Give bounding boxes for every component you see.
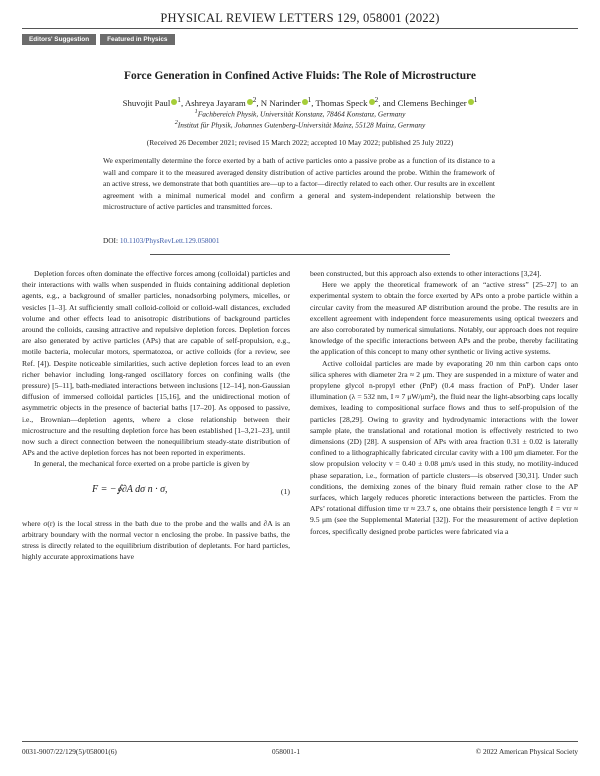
author-name: Shuvojit Paul — [122, 97, 171, 108]
paragraph: where σ(r) is the local stress in the bath due to the probe and the walls and ∂A is an arbitrary boundary with the normal vector n enclosing the probe. In passive baths, the stress is directly related to the equilibrium distribution of depletants. For hard particles, highly accurate approximations have — [22, 518, 290, 562]
equation-number: (1) — [280, 486, 290, 496]
doi-line: DOI: 10.1103/PhysRevLett.129.058001 — [103, 236, 220, 245]
author-name: Ashreya Jayaram — [184, 97, 246, 108]
publication-dates: (Received 26 December 2021; revised 15 March 2022; accepted 10 May 2022; published 25 July 2022) — [146, 138, 454, 147]
abstract: We experimentally determine the force exerted by a bath of active particles onto a passive probe as a function of its distance to a wall and compare it to the measured averaged density distribution of active particles around the probe. Within the framework of an active stress, we demonstrate that both quantities are—up to a factor—directly related to each other. Our results are in excellent agreement with a minimal numerical model and confirm a general and system-independent relationship between the microstructure of active particles and transmitted forces. — [103, 156, 495, 212]
affiliation-1: $^1$Fachbereich Physik, Universität Konstanz, 78464 Konstanz, Germany — [194, 109, 406, 119]
badge-row — [22, 34, 175, 45]
author-name: Clemens Bechinger — [397, 97, 467, 108]
paragraph: Here we apply the theoretical framework of an “active stress” [25–27] to an experimental system to obtain the force exerted by APs onto a probe particle within a circular cavity from the measured AP distribution around the probe. The results are in excellent agreement with independent force measurements using optical tweezers and are also corroborated by numerical simulations. Notably, our approach does not require knowledge of the specific interactions between APs and the probe, thereby facilitating the application of this concept to many other synthetic or living active systems. — [310, 280, 578, 357]
paragraph: Active colloidal particles are made by evaporating 20 nm thin carbon caps onto silica spheres with diameter 2ra ≈ 2 μm. They are suspended in a mixture of water and propylene glycol n-propyl ether (PnP) (0.4 mass fraction of PnP). Under laser illumination (λ = 532 nm, I ≈ 7 μW/μm²), the fluid near the light-absorbing caps locally demixes, leading to compositional surface flows and thus to self-propulsion of the particles [28,29]. Owing to gravity and hydrodynamic interactions with the lower sample plate, the translational and rotational motion is effectively restricted to two dimensions (2D) [28]. A suspension of APs with area fraction 0.31 ± 0.02 is laterally confined to a lithographically fabricated circular cavity with a 100 μm diameter. For the slow propulsion velocity v = 0.40 ± 0.08 μm/s used in this study, no motility-induced phase separation, i.e., formation of particle clusters—is observed [30,31]. Under such conditions, the demixing zones of the binary fluid remain rather close to the AP surfaces, which largely reduces phoretic interactions between the particles. From the APs’ rotational diffusion time τr ≈ 23.7 s, one obtains their persistence length ℓ = vτr ≈ 9.5 μm (see the Supplemental Material [32]). For the measurement of active depletion forces, specifically designed probe particles were fabricated via a — [310, 358, 578, 536]
featured-in-physics-badge[interactable]: Featured in Physics — [100, 34, 174, 45]
journal-header: PHYSICAL REVIEW LETTERS 129, 058001 (2022) — [160, 11, 440, 25]
editors-suggestion-badge[interactable]: Editors' Suggestion — [22, 34, 96, 45]
author-list: Shuvojit Paul $^1$, Ashreya Jayaram $^2$, N Narinder $^1$, Thomas Speck $^2$, and Clemens Bechinger $^1$ — [122, 95, 478, 108]
doi-link[interactable]: 10.1103/PhysRevLett.129.058001 — [119, 236, 220, 245]
author-name: Thomas Speck — [315, 97, 368, 108]
footer-rule — [22, 741, 578, 742]
footer-issn: 0031-9007/22/129(5)/058001(6) — [22, 747, 117, 756]
equation-1 — [22, 474, 290, 514]
author-name: N Narinder — [260, 97, 301, 108]
paragraph: Depletion forces often dominate the effective forces among (colloidal) particles and their interactions with walls when suspended in fluids containing additional depletion agents, e.g., a background of smaller particles, nonadsorbing polymers, micelles, or vesicles [1–3]. At sufficiently small colloid-colloid or colloid-wall distances, excluded volume and other effects lead to anisotropic distributions of background particles around the colloids, causing attractive and repulsive depletion forces. Depletion forces are also generated by active particles (APs) that are capable of self-propulsion, e.g., motile bacteria, molecular motors, spermatozoa, or active colloids (for a review, see Ref. [4]). Despite noticeable similarities, such active depletion forces lead to an even richer behavior including long-ranged oscillatory forces on confining walls (the pressure) [5–11], bath-mediated interactions between inclusions [12–14], non-Gaussian diffusion of immersed colloidal particles [15,16], and the unidirectional motion of asymmetric objects in the presence of bacterial baths [17–20]. As opposed to passive, i.e., Brownian—depletion agents, where a close relationship between their microstructure and the resulting depletion force has been established [1–3,21–23], until now such a direct connection between the nonequilibrium steady-state distribution of APs and the active depletion forces has not been reported in experiments. — [22, 269, 290, 458]
affiliation-2: $^2$Institut für Physik, Johannes Gutenberg-Universität Mainz, 55128 Mainz, Germany — [174, 120, 426, 130]
paragraph: been constructed, but this approach also extends to other interactions [3,24]. — [310, 269, 542, 278]
left-column — [22, 268, 290, 562]
header-rule — [22, 28, 578, 29]
paper-title: Force Generation in Confined Active Fluids: The Role of Microstructure — [124, 70, 476, 82]
equation-body: F = −∮∂A dσ n · σ, — [92, 483, 168, 495]
right-column — [310, 268, 578, 537]
paragraph: In general, the mechanical force exerted on a probe particle is given by — [34, 459, 250, 469]
abstract-rule — [150, 254, 450, 255]
footer-copyright: © 2022 American Physical Society — [475, 747, 578, 756]
footer-page-number: 058001-1 — [272, 747, 300, 756]
